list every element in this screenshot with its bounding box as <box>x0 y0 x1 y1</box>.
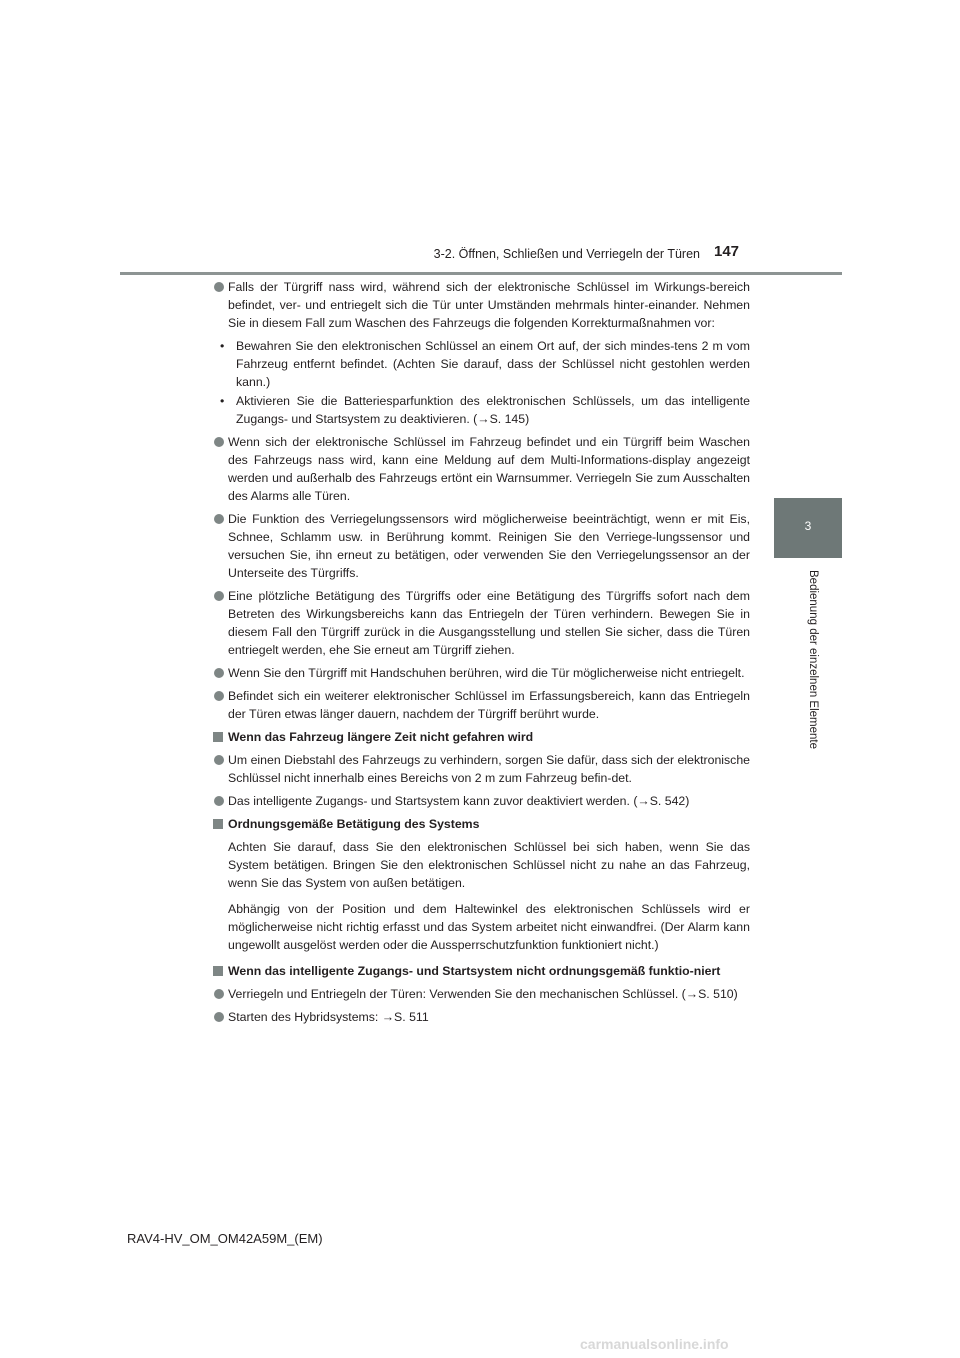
list-item-text: Wenn sich der elektronische Schlüssel im Fahrzeug befindet und ein Türgriff beim Waschen des Fahrzeugs nass wird, kann eine Meldung auf dem Multi-Informations-display angezeigt werden und außerhalb des Fahrzeugs ertönt ein Warnsummer. Verriegeln Sie zum Ausschalten des Alarms alle Türen. <box>228 435 750 503</box>
list-item <box>210 587 750 659</box>
list-item-text: Verriegeln und Entriegeln der Türen: Verwenden Sie den mechanischen Schlüssel. (→S. 510) <box>228 987 738 1001</box>
list-item <box>210 278 750 332</box>
header-divider <box>120 272 842 275</box>
paragraph: Achten Sie darauf, dass Sie den elektronischen Schlüssel bei sich haben, wenn Sie das System betätigen. Bringen Sie den elektronischen Schlüssel nicht zu nahe an das Fahrzeug, wenn Sie das System von außen betätigen. <box>228 840 750 890</box>
sub-list-item-text: Aktivieren Sie die Batteriesparfunktion des elektronischen Schlüssels, um das intelligente Zugangs- und Startsystem zu deaktivieren. (→S. 145) <box>236 394 750 426</box>
list-item <box>210 792 750 810</box>
page-number: 147 <box>714 243 740 260</box>
list-item-text: Die Funktion des Verriegelungssensors wird möglicherweise beeinträchtigt, wenn er mit Eis, Schnee, Schlamm usw. in Berührung kommt. Reinigen Sie den Verriege-lungssensor und versuchen Sie, ihn erneut zu betätigen, oder verwenden Sie den Verriegelungssensor an der Unterseite des Türgriffs. <box>228 512 750 580</box>
list-item <box>210 433 750 505</box>
section-heading-text: Wenn das intelligente Zugangs- und Startsystem nicht ordnungsgemäß funktio-niert <box>228 964 721 978</box>
section-heading-text: Wenn das Fahrzeug längere Zeit nicht gefahren wird <box>228 730 534 744</box>
watermark: carmanualsonline.info <box>580 1336 729 1352</box>
list-item-text: Eine plötzliche Betätigung des Türgriffs oder eine Betätigung des Türgriffs sofort nach dem Betreten des Wirkungsbereichs kann das Entriegeln der Türen verhindern. Bewegen Sie in diesem Fall den Türgriff zurück in die Ausgangsstellung und stellen Sie sicher, dass die Türen entriegelt werden, ehe Sie erneut am Türgriff ziehen. <box>228 589 750 657</box>
bullet-icon <box>214 668 224 678</box>
list-item-text: Um einen Diebstahl des Fahrzeugs zu verhindern, sorgen Sie dafür, dass sich der elektronische Schlüssel nicht innerhalb eines Bereichs von 2 m zum Fahrzeug befin-det. <box>228 753 750 785</box>
list-item-text: Das intelligente Zugangs- und Startsystem kann zuvor deaktiviert werden. (→S. 542) <box>228 794 690 808</box>
bullet-icon <box>214 755 224 765</box>
list-item <box>210 510 750 582</box>
bullet-icon <box>214 514 224 524</box>
bullet-icon <box>214 691 224 701</box>
list-item <box>210 687 750 723</box>
sub-list-item <box>220 392 750 428</box>
bullet-icon <box>214 989 224 999</box>
chapter-label: Bedienung der einzelnen Elemente <box>807 570 819 750</box>
list-item-text: Falls der Türgriff nass wird, während sich der elektronische Schlüssel im Wirkungs-bereich befindet, ver- und entriegelt sich die Tür unter Umständen mehrmals hinter-einander. Nehmen Sie in diesem Fall zum Waschen des Fahrzeugs die folgenden Korrekturmaßnahmen vor: <box>228 280 750 330</box>
section-heading-text: Ordnungsgemäße Betätigung des Systems <box>228 817 480 831</box>
square-bullet-icon <box>213 819 223 829</box>
list-item-text: Starten des Hybridsystems: →S. 511 <box>228 1010 429 1024</box>
list-item <box>210 1008 750 1026</box>
bullet-icon <box>214 591 224 601</box>
square-bullet-icon <box>213 966 223 976</box>
section-heading <box>210 962 750 980</box>
bullet-icon <box>214 1012 224 1022</box>
section-heading <box>210 815 750 833</box>
sub-list <box>220 337 750 428</box>
sub-bullet: • <box>220 394 225 408</box>
bullet-icon <box>214 282 224 292</box>
list-item <box>210 751 750 787</box>
list-item <box>210 985 750 1003</box>
section-heading <box>210 728 750 746</box>
document-code: RAV4-HV_OM_OM42A59M_(EM) <box>127 1231 323 1246</box>
square-bullet-icon <box>213 732 223 742</box>
bullet-icon <box>214 796 224 806</box>
list-item <box>210 664 750 682</box>
section-title: 3-2. Öffnen, Schließen und Verriegeln der Türen <box>433 247 700 261</box>
chapter-number: 3 <box>804 519 812 533</box>
sub-list-item-text: Bewahren Sie den elektronischen Schlüssel an einem Ort auf, der sich mindes-tens 2 m vom Fahrzeug entfernt befindet. (Achten Sie darauf, dass der Schlüssel nicht gestohlen werden kann.) <box>236 339 750 389</box>
sub-list-item <box>220 337 750 391</box>
list-item-text: Wenn Sie den Türgriff mit Handschuhen berühren, wird die Tür möglicherweise nicht entriegelt. <box>228 666 745 680</box>
list-item-text: Befindet sich ein weiterer elektronischer Schlüssel im Erfassungsbereich, kann das Entriegeln der Türen etwas länger dauern, nachdem der Türgriff berührt wurde. <box>228 689 750 721</box>
bullet-icon <box>214 437 224 447</box>
main-content <box>210 278 750 1031</box>
paragraph: Abhängig von der Position und dem Haltewinkel des elektronischen Schlüssels wird er möglicherweise nicht richtig erfasst und das System arbeitet nicht einwandfrei. (Der Alarm kann ungewollt ausgelöst werden oder die Aussperrschutzfunktion funktioniert nicht.) <box>228 902 750 952</box>
sub-bullet: • <box>220 339 225 353</box>
